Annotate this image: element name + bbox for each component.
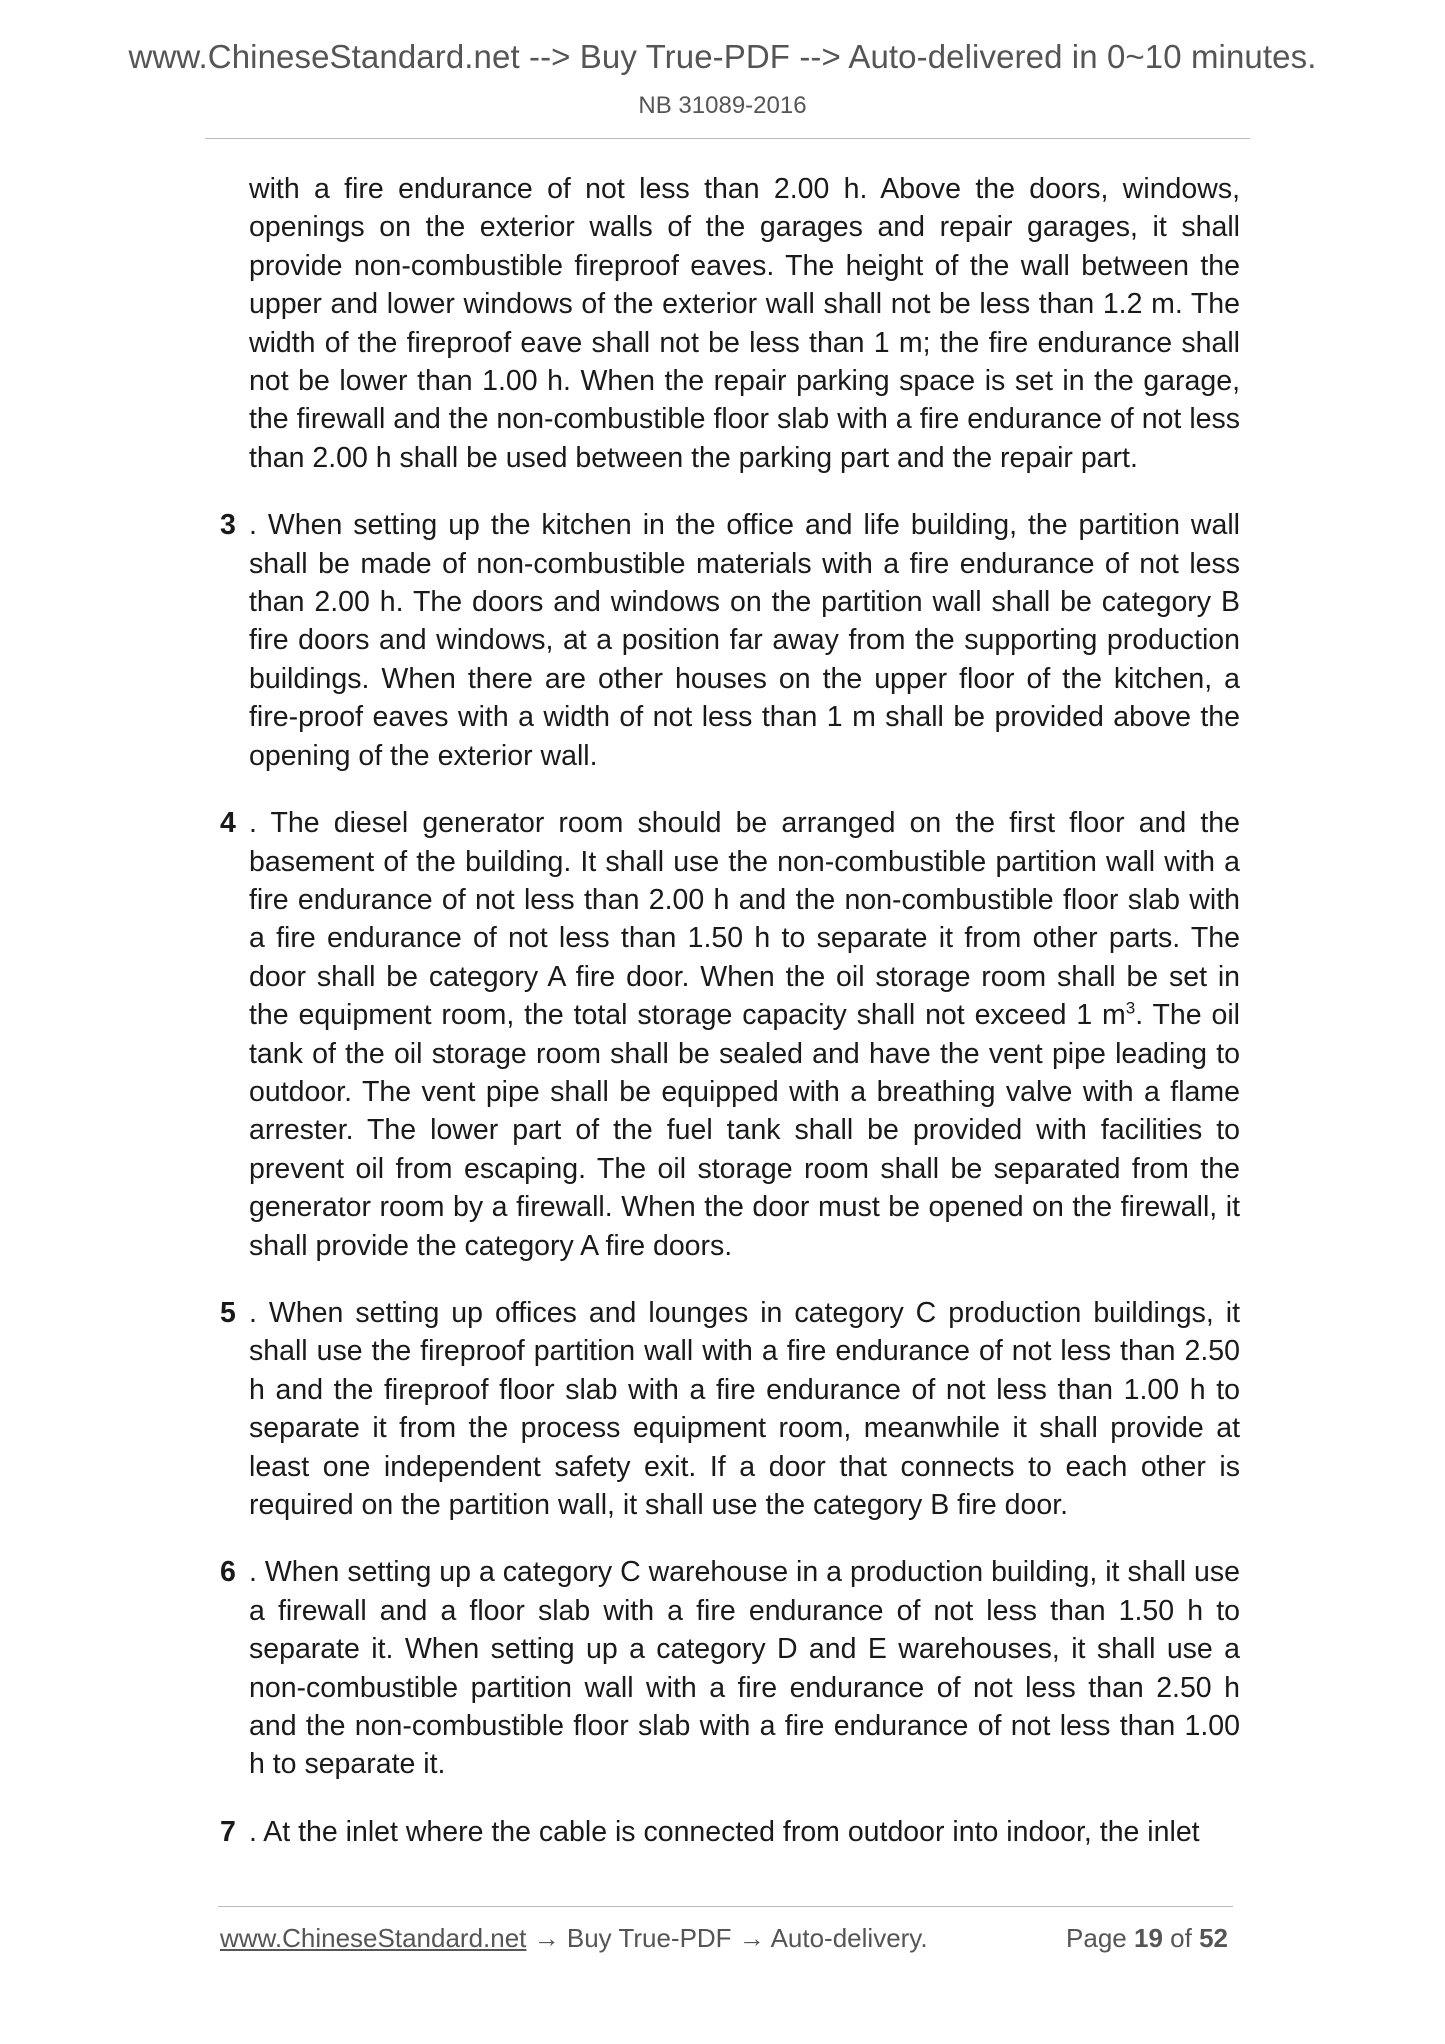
clause-text-continued: . The oil tank of the oil storage room shall be sealed and have the vent pipe leading to outdoor. The vent pipe shall be equipped with a breathing valve with a flame arrester. The lower part of the fuel tank shall be provided with facilities to prevent oil from escaping. The oil storage room shall be separated from the generator room by a firewall. When the door must be opened on the firewall, it shall provide the category A fire doors. (249, 999, 1240, 1262)
clause-number: 4 (220, 807, 236, 840)
clause-item-5 (220, 1294, 1240, 1524)
page-indicator (1066, 1923, 1228, 1954)
page-label: Page (1066, 1923, 1127, 1953)
clause-item-6 (220, 1553, 1240, 1783)
header-banner: www.ChineseStandard.net --> Buy True-PDF --> Auto-delivered in 0~10 minutes. (128, 38, 1317, 75)
page-total: 52 (1199, 1923, 1228, 1953)
continuation-paragraph: with a fire endurance of not less than 2.00 h. Above the doors, windows, openings on the exterior walls of the garages and repair garages, it shall provide non-combustible fireproof eaves. The height of the wall between the upper and lower windows of the exterior wall shall not be less than 1.2 m. The width of the fireproof eave shall not be less than 1 m; the fire endurance shall not be lower than 1.00 h. When the repair parking space is set in the garage, the firewall and the non-combustible floor slab with a fire endurance of not less than 2.00 h shall be used between the parking part and the repair part. (249, 173, 1240, 474)
clause-number: 5 (220, 1296, 236, 1329)
clause-number: 7 (220, 1815, 236, 1848)
standard-number: NB 31089-2016 (638, 92, 807, 119)
clause-item-7 (220, 1813, 1240, 1851)
clause-text: . At the inlet where the cable is connected from outdoor into indoor, the inlet (249, 1815, 1200, 1848)
clause-number: 6 (220, 1556, 236, 1589)
page-current: 19 (1134, 1923, 1163, 1953)
page-of: of (1170, 1923, 1192, 1953)
footer-divider (218, 1906, 1233, 1907)
site-link[interactable]: www.ChineseStandard.net (220, 1923, 527, 1953)
footer-promo (220, 1923, 928, 1954)
clause-text: . When setting up offices and lounges in category C production buildings, it shall use the fireproof partition wall with a fire endurance of not less than 2.50 h and the fireproof floor slab with a fire endurance of not less than 1.00 h to separate it from the process equipment room, meanwhile it shall provide at least one independent safety exit. If a door that connects to each other is required on the partition wall, it shall use the category B fire door. (249, 1296, 1240, 1521)
clause-text: . The diesel generator room should be arranged on the first floor and the basement of the building. It shall use the non-combustible partition wall with a fire endurance of not less than 2.00 h and the non-combustible floor slab with a fire endurance of not less than 1.50 h to separate it from other parts. The door shall be category A fire door. When the oil storage room shall be set in the equipment room, the total storage capacity shall not exceed 1 m (249, 807, 1240, 1032)
clause-text: . When setting up a category C warehouse in a production building, it shall use a firewall and a floor slab with a fire endurance of not less than 1.50 h to separate it. When setting up a category D and E warehouses, it shall use a non-combustible partition wall with a fire endurance of not less than 2.50 h and the non-combustible floor slab with a fire endurance of not less than 1.00 h to separate it. (249, 1556, 1240, 1781)
clause-item-3 (220, 506, 1240, 775)
superscript: 3 (1125, 998, 1136, 1018)
clause-item-4 (220, 804, 1240, 1265)
clause-number: 3 (220, 509, 236, 542)
header-divider (205, 138, 1250, 139)
document-body (220, 170, 1240, 1851)
clause-text: . When setting up the kitchen in the office and life building, the partition wall shall be made of non-combustible materials with a fire endurance of not less than 2.00 h. The doors and windows on the partition wall shall be category B fire doors and windows, at a position far away from the supporting production buildings. When there are other houses on the upper floor of the kitchen, a fire-proof eaves with a width of not less than 1 m shall be provided above the opening of the exterior wall. (249, 509, 1240, 772)
footer-tagline: → Buy True-PDF → Auto-delivery. (526, 1923, 928, 1953)
